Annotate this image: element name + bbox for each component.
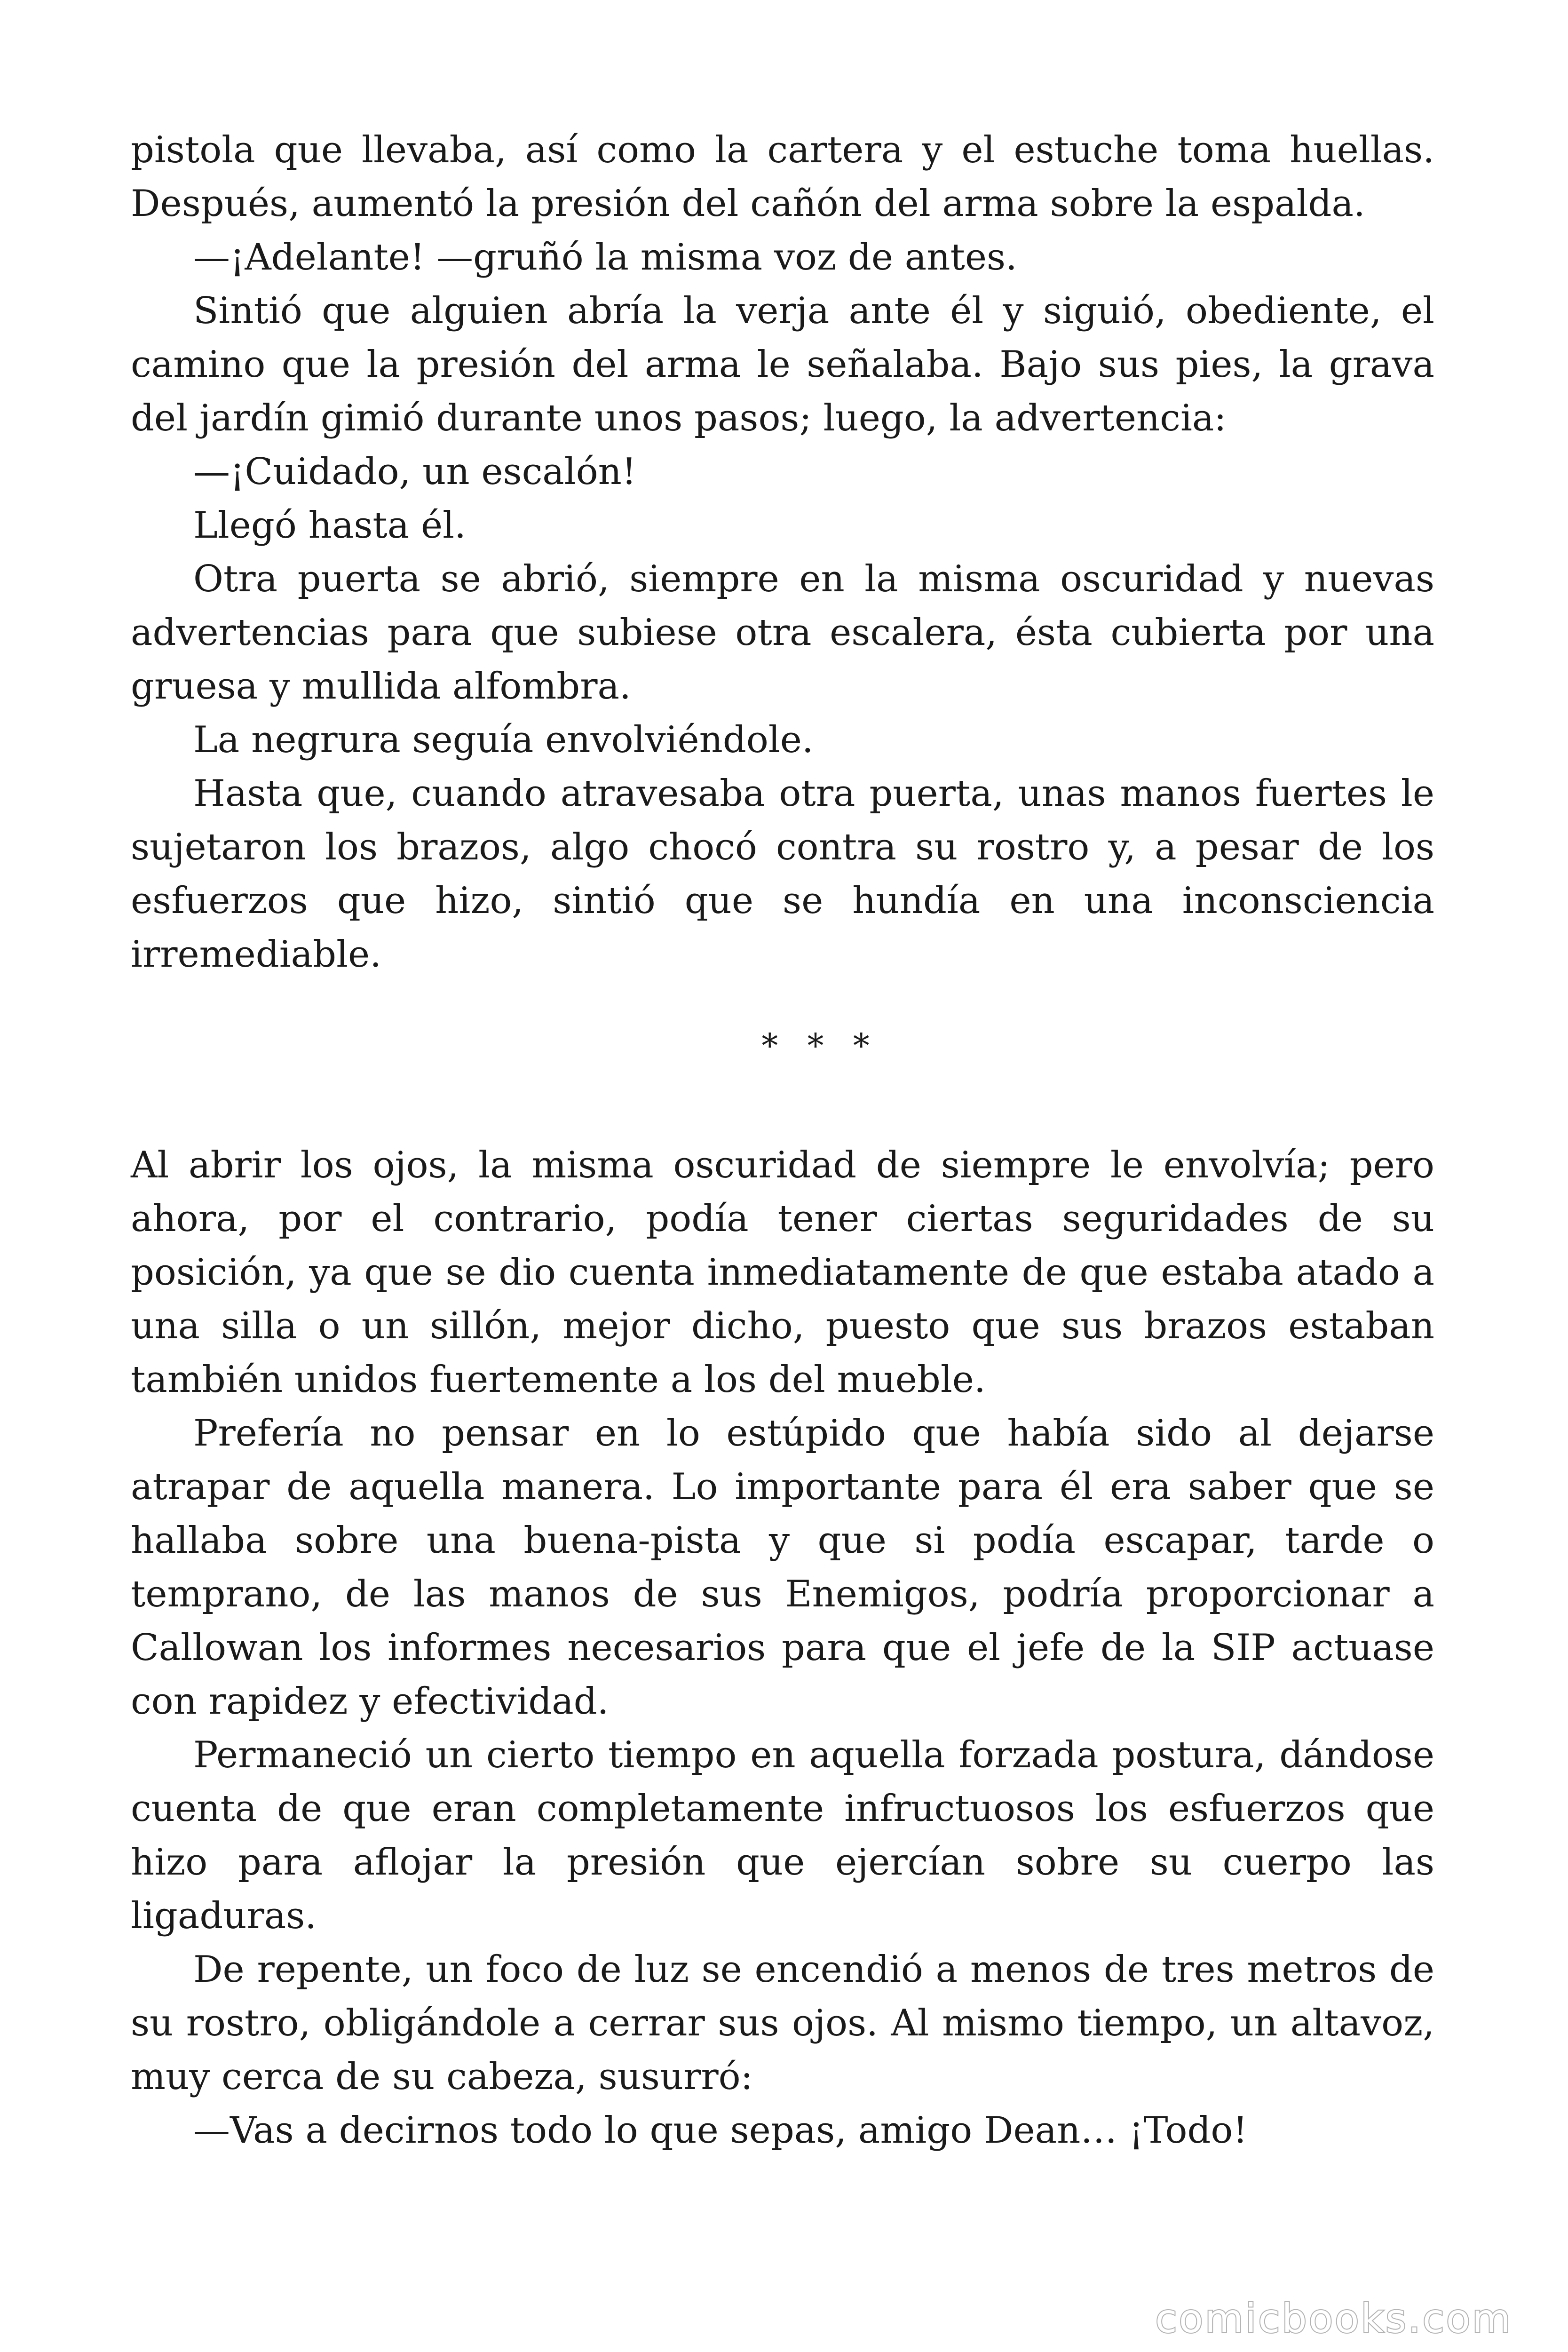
paragraph: Otra puerta se abrió, siempre en la misma oscuridad y nuevas advertencias para que subiese otra escalera, ésta cubierta por una gruesa y mullida alfombra. — [131, 558, 1434, 707]
paragraph: La negrura seguía envolviéndole. — [193, 719, 814, 761]
paragraph: Hasta que, cuando atravesaba otra puerta, unas manos fuertes le sujetaron los brazos, algo chocó contra su rostro y, a pesar de los esfuerzos que hizo, sintió que se hundía en una inconsciencia irremediable. — [131, 772, 1434, 976]
paragraph: pistola que llevaba, así como la cartera y el estuche toma huellas. Después, aumentó la presión del cañón del arma sobre la espalda. — [131, 129, 1434, 225]
paragraph: —¡Cuidado, un escalón! — [193, 451, 637, 493]
page-body — [131, 123, 1434, 2157]
watermark-logo: comicbooks.com — [1155, 2296, 1513, 2342]
paragraph: Sintió que alguien abría la verja ante él y siguió, obediente, el camino que la presión del arma le señalaba. Bajo sus pies, la grava del jardín gimió durante unos pasos; luego, la advertencia: — [131, 290, 1434, 439]
paragraph: Permaneció un cierto tiempo en aquella forzada postura, dándose cuenta de que eran completamente infructuosos los esfuerzos que hizo para aflojar la presión que ejercían sobre su cuerpo las ligaduras. — [131, 1734, 1434, 1937]
paragraph: Prefería no pensar en lo estúpido que había sido al dejarse atrapar de aquella manera. Lo importante para él era saber que se hallaba sobre una buena-pista y que si podía escapar, tarde o temprano, de las manos de sus Enemigos, podría proporcionar a Callowan los informes necesarios para que el jefe de la SIP actuase con rapidez y efectividad. — [131, 1412, 1434, 1723]
paragraph: Llegó hasta él. — [193, 504, 466, 547]
paragraph: Al abrir los ojos, la misma oscuridad de siempre le envolvía; pero ahora, por el contrario, podía tener ciertas seguridades de su posición, ya que se dio cuenta inmediatamente de que estaba atado a una silla o un sillón, mejor dicho, puesto que sus brazos estaban también unidos fuertemente a los del mueble. — [131, 1144, 1434, 1401]
paragraph: —¡Adelante! —gruñó la misma voz de antes. — [193, 236, 1017, 278]
section-separator: * * * — [761, 1026, 879, 1065]
paragraph: —Vas a decirnos todo lo que sepas, amigo Dean… ¡Todo! — [193, 2109, 1248, 2152]
paragraph: De repente, un foco de luz se encendió a menos de tres metros de su rostro, obligándole a cerrar sus ojos. Al mismo tiempo, un altavoz, muy cerca de su cabeza, susurró: — [131, 1948, 1434, 2098]
